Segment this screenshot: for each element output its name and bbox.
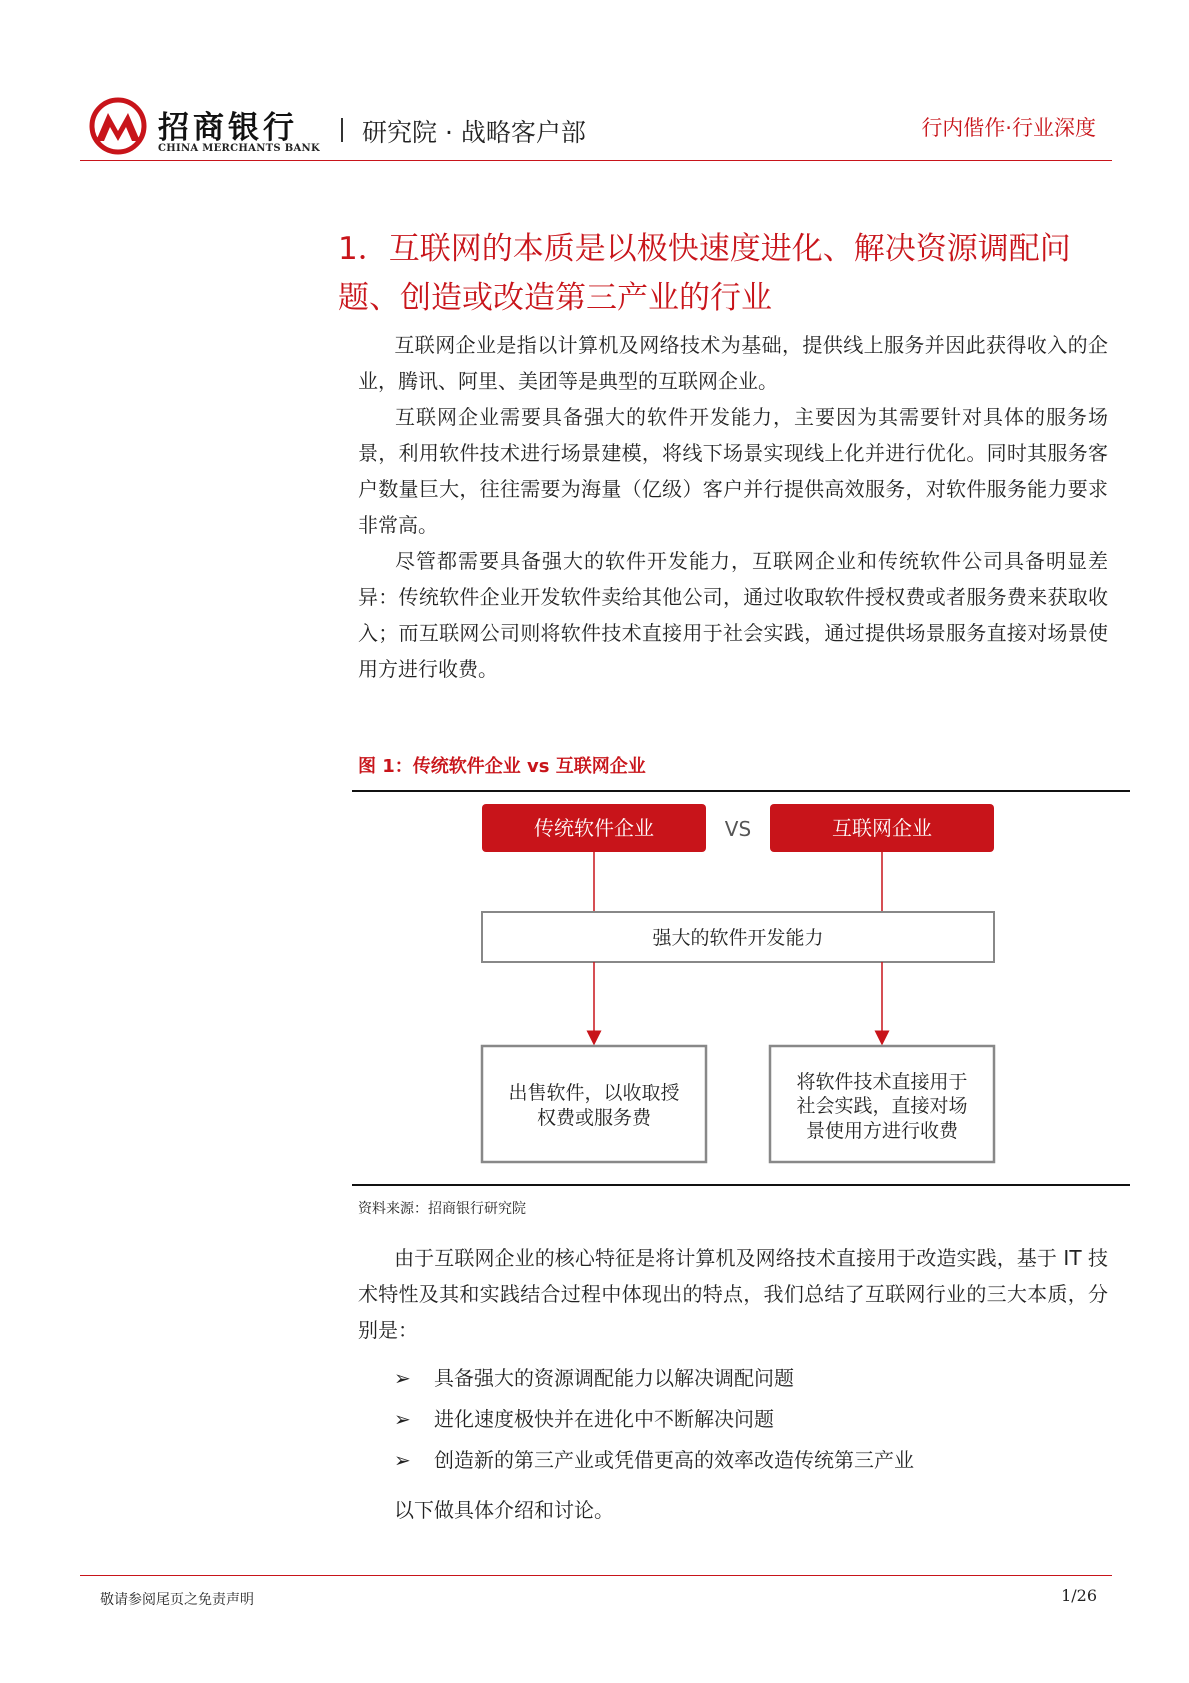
- disclaimer-note: 敬请参阅尾页之免责声明: [100, 1592, 254, 1608]
- paragraph-4: 由于互联网企业的核心特征是将计算机及网络技术直接用于改造实践，基于 IT 技术特性及其和实践结合过程中体现出的特点，我们总结了互联网行业的三大本质，分别是：: [358, 1246, 1108, 1342]
- footer-divider: [80, 1575, 1112, 1576]
- right-result-line-3: 景使用方进行收费: [805, 1120, 959, 1142]
- bullet-item-3: ➢ 创造新的第三产业或凭借更高的效率改造传统第三产业: [394, 1448, 914, 1472]
- department-name: 研究院 · 战略客户部: [362, 118, 586, 147]
- middle-capability-text: 强大的软件开发能力: [652, 927, 824, 949]
- vs-label: VS: [724, 817, 752, 841]
- bank-name-en: CHINA MERCHANTS BANK: [158, 143, 320, 154]
- closing-text: 以下做具体介绍和讨论。: [394, 1498, 614, 1522]
- paragraph-2: 互联网企业需要具备强大的软件开发能力，主要因为其需要针对具体的服务场景，利用软件技术进行场景建模，将线下场景实现线上化并进行优化。同时其服务客户数量巨大，往往需要为海量（亿级）客户并行提供高效服务，对软件服务能力要求非常高。: [358, 405, 1108, 537]
- right-result-line-1: 将软件技术直接用于: [796, 1071, 968, 1093]
- left-result-line-1: 出售软件，以收取授: [508, 1082, 680, 1104]
- header-divider: [80, 160, 1112, 161]
- bullet-arrow-icon: ➢: [394, 1448, 411, 1472]
- comparison-diagram: [352, 792, 1130, 1184]
- left-result-box: [482, 1046, 706, 1162]
- figure-bottom-rule: [352, 1184, 1130, 1186]
- figure-title: 图 1：传统软件企业 vs 互联网企业: [358, 756, 646, 777]
- section-title: 1．互联网的本质是以极快速度进化、解决资源调配问题、创造或改造第三产业的行业: [338, 231, 1071, 316]
- header-separator: [341, 118, 343, 142]
- page-number: 1/26: [1061, 1586, 1097, 1605]
- bullet-arrow-icon: ➢: [394, 1366, 411, 1390]
- report-tag: 行内偕作·行业深度: [921, 116, 1096, 140]
- left-result-line-2: 权费或服务费: [536, 1107, 652, 1129]
- right-header-text: 互联网企业: [832, 816, 932, 840]
- bullet-arrow-icon: ➢: [394, 1407, 411, 1431]
- paragraph-1: 互联网企业是指以计算机及网络技术为基础，提供线上服务并因此获得收入的企业，腾讯、阿里、美团等是典型的互联网企业。: [358, 333, 1108, 393]
- bullet-item-1: ➢ 具备强大的资源调配能力以解决调配问题: [394, 1366, 794, 1390]
- paragraph-3: 尽管都需要具备强大的软件开发能力，互联网企业和传统软件公司具备明显差异：传统软件企业开发软件卖给其他公司，通过收取软件授权费或者服务费来获取收入；而互联网公司则将软件技术直接用于社会实践，通过提供场景服务直接对场景使用方进行收费。: [358, 549, 1108, 681]
- right-result-line-2: 社会实践，直接对场: [796, 1095, 968, 1117]
- figure-source: 资料来源：招商银行研究院: [358, 1201, 526, 1217]
- bullet-item-2: ➢ 进化速度极快并在进化中不断解决问题: [394, 1407, 774, 1431]
- bank-name-cn: 招商银行: [158, 110, 298, 146]
- left-header-text: 传统软件企业: [534, 816, 654, 840]
- bank-logo-icon: [88, 97, 148, 155]
